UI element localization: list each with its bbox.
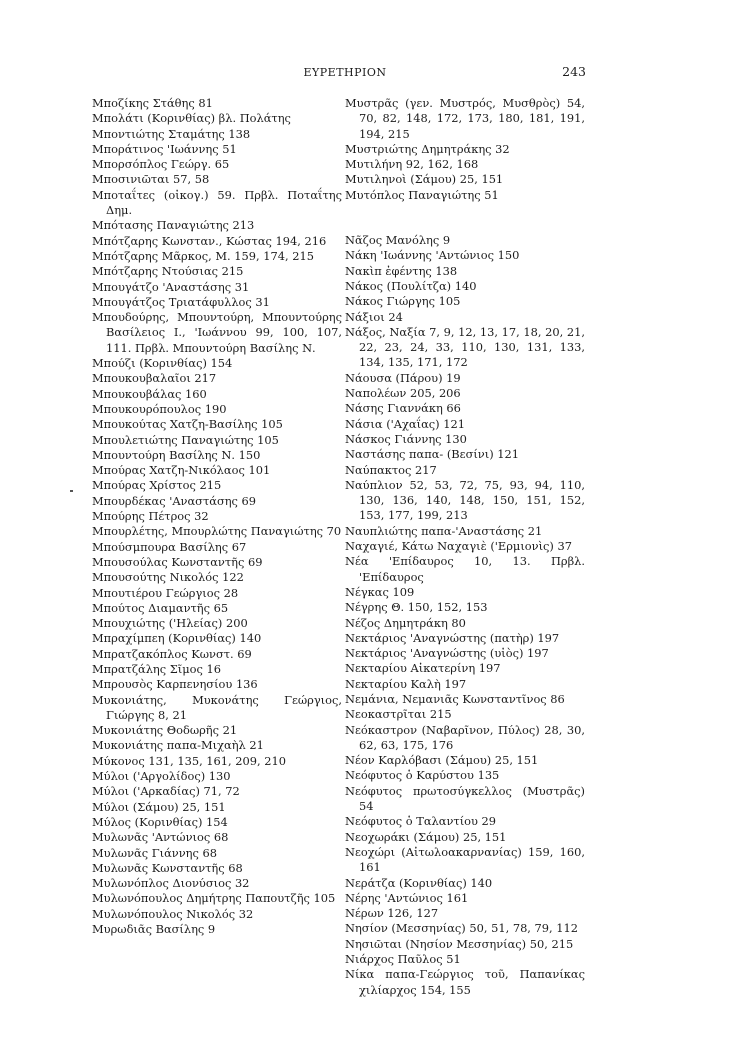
index-entry: Νεόφυτος ὁ Καρύστου 135 [345,768,500,783]
index-entry: Μπότασης Παναγιώτης 213 [92,218,255,233]
index-entry: Νεόκαστρον (Ναβαρῖνον, Πύλος) 28, 30, 62, 63, 175, 176 [345,722,585,752]
index-entry: Μπουκουρόπουλος 190 [92,401,227,416]
index-entry: Νεόφυτος πρωτοσύγκελλος (Μυστρᾶς) 54 [345,783,585,814]
index-entry: Μπραχίμπεη (Κορινθίας) 140 [92,631,262,646]
index-entry: Νεμάνια, Νεμανιᾶς Κωνσταντῖνος 86 [345,691,565,706]
index-entry: Μπουσούλας Κωνσταντῆς 69 [92,554,263,569]
index-entry: Μυλωνᾶς Γιάννης 68 [92,845,217,860]
index-entry: Μπρατζάλης Σῖμος 16 [92,661,222,676]
index-entry: Νεκτάριος 'Αναγνώστης (πατὴρ) 197 [345,630,560,645]
index-entry: Μπουγάτζος Τριατάφυλλος 31 [92,294,270,309]
index-entry: Νάξιοι 24 [345,309,403,324]
index-entry: Ναπολέων 205, 206 [345,386,461,401]
index-entry: Μυτιληνοὶ (Σάμου) 25, 151 [345,172,504,187]
margin-mark [70,490,73,492]
index-entry: Μύλοι (Σάμου) 25, 151 [92,799,226,814]
index-entry: Μυκονιάτης, Μυκονάτης Γεώργιος, Γιώργης 8, 21 [92,692,342,722]
index-entry: Ναύπλιον 52, 53, 72, 75, 93, 94, 110, 130, 136, 140, 148, 150, 151, 152, 153, 177, 199, 213 [345,477,585,523]
index-entry: Μυλωνόπουλος Δημήτρης Παπουτζῆς 105 [92,891,336,906]
index-entry: Μποντιώτης Σταμάτης 138 [92,126,251,141]
index-entry: Μυλωνᾶς 'Αντώνιος 68 [92,830,229,845]
index-entry: Μυστρᾶς (γεν. Μυστρός, Μυσθρὸς) 54, 70, 82, 148, 172, 173, 180, 181, 191, 194, 215 [345,96,585,141]
index-entry: Ναυπλιώτης παπα-'Αναστάσης 21 [345,523,543,538]
index-entry: Μπουκουβαλαῖοι 217 [92,371,217,386]
index-entry: Μυλωνόπλος Διονύσιος 32 [92,876,250,891]
index-entry: Νάσκος Γιάννης 130 [345,431,467,446]
index-entry: Νέγρης Θ. 150, 152, 153 [345,600,488,615]
index-entry: Ναχαγιέ, Κάτω Ναχαγιὲ ('Ερμιονὶς) 37 [345,539,572,554]
index-entry: Νάσια ('Αχαΐας) 121 [345,416,465,431]
page-number: 243 [562,64,586,79]
index-entry: Μπότζαρης Κωνσταν., Κώστας 194, 216 [92,233,327,248]
index-entry: Νεκτάριος 'Αναγνώστης (υἱὸς) 197 [345,646,549,661]
index-entry: Μπούρας Χρίστος 215 [92,478,222,493]
index-entry: Ναστάσης παπα- (Βεσίνι) 121 [345,447,520,462]
index-entry: Μύλοι ('Αρκαδίας) 71, 72 [92,784,240,799]
index-entry: Μύλοι ('Αργολίδος) 130 [92,769,231,784]
index-group-nu [345,233,585,998]
index-entry: Νησίον (Μεσσηνίας) 50, 51, 78, 79, 112 [345,921,579,936]
index-entry: Μπουδούρης, Μπουντούρη, Μπουντούρης Βασίλειος Ι., 'Ιωάννου 99, 100, 107, 111. Πρβλ. Μπουντούρη Βασίλης Ν. [92,310,342,355]
index-entry: Μπουλετιώτης Παναγιώτης 105 [92,432,279,447]
index-entry: Μποζίκης Στάθης 81 [92,96,213,110]
index-column-right [345,96,585,998]
index-entry: Μυκονιάτης παπα-Μιχαὴλ 21 [92,738,264,753]
index-entry: Μπουρδέκας 'Αναστάσης 69 [92,493,257,508]
index-entry: Νᾶζος Μανόλης 9 [345,233,451,248]
index-entry: Μπουχιώτης ('Ηλείας) 200 [92,616,248,631]
index-group-mu [345,96,585,203]
index-entry: Μυρωδιᾶς Βασίλης 9 [92,922,216,937]
index-entry: Μυλωνόπουλος Νικολός 32 [92,906,254,921]
index-entry: Νίκα παπα-Γεώργιος τοῦ, Παπανίκας χιλίαρχος 154, 155 [345,967,585,997]
index-entry: Μπορσόπλος Γεώργ. 65 [92,157,230,172]
index-entry: Νεοκαστρῖται 215 [345,707,452,722]
index-entry: Νεόφυτος ὁ Ταλαντίου 29 [345,814,497,829]
index-entry: Νέον Καρλόβασι (Σάμου) 25, 151 [345,753,539,768]
index-entry: Μποσινιῶται 57, 58 [92,172,210,187]
index-entry: Νάξος, Ναξία 7, 9, 12, 13, 17, 18, 20, 21, 22, 23, 24, 33, 110, 130, 131, 133, 134, 135, 171, 172 [345,324,585,370]
index-entry: Νησιῶται (Νησίον Μεσσηνίας) 50, 215 [345,936,574,951]
index-entry: Νεράτζα (Κορινθίας) 140 [345,875,493,890]
index-entry: Νακὶπ ἐφέντης 138 [345,263,458,278]
index-entry: Μποράτινος 'Ιωάννης 51 [92,141,237,156]
index-entry: Ναύπακτος 217 [345,462,437,477]
index-entry: Μυτιλήνη 92, 162, 168 [345,157,479,172]
index-entry: Μπουγάτζο 'Αναστάσης 31 [92,279,250,294]
index-entry: Μυλωνᾶς Κωνσταντῆς 68 [92,860,243,875]
index-entry: Μπουκούτας Χατζη-Βασίλης 105 [92,417,283,432]
index-entry: Μπότζαρης Μᾶρκος, Μ. 159, 174, 215 [92,248,314,263]
index-entry: Μυκονιάτης Θοδωρῆς 21 [92,723,238,738]
index-entry: Νέρων 126, 127 [345,906,439,921]
index-entry: Μπούζι (Κορινθίας) 154 [92,356,233,371]
index-entry: Μπρουσὸς Καρπενησίου 136 [92,677,258,692]
index-entry: Νάσης Γιαννάκη 66 [345,401,461,416]
index-entry: Νιάρχος Παῦλος 51 [345,952,461,967]
index-entry: Νέγκας 109 [345,584,415,599]
index-entry: Νάουσα (Πάρου) 19 [345,370,461,385]
index-entry: Νεκταρίου Καλὴ 197 [345,676,467,691]
index-entry: Μυτόπλος Παναγιώτης 51 [345,187,499,202]
index-entry: Νάκος (Πουλίτζα) 140 [345,278,477,293]
index-entry: Μπούρας Χατζη-Νικόλαος 101 [92,463,271,478]
index-entry: Μυστριώτης Δημητράκης 32 [345,141,510,156]
letter-group-gap [345,203,585,233]
index-entry: Μπουρλέτης, Μπουρλώτης Παναγιώτης 70 [92,524,342,539]
index-entry: Νέα 'Επίδαυρος 10, 13. Πρβλ. 'Επίδαυρος [345,554,585,584]
index-entry: Μπρατζακόπλος Κωνστ. 69 [92,646,252,661]
index-entry: Μύλος (Κορινθίας) 154 [92,814,228,829]
index-entry: Νεκταρίου Αἰκατερίνη 197 [345,661,501,676]
index-entry: Νέρης 'Αντώνιος 161 [345,890,469,905]
index-entry: Μπουντούρη Βασίλης Ν. 150 [92,447,261,462]
index-entry: Μπότζαρης Ντούσιας 215 [92,264,244,279]
index-entry: Νεοχωράκι (Σάμου) 25, 151 [345,829,507,844]
index-entry: Μύκονος 131, 135, 161, 209, 210 [92,753,287,768]
index-entry: Νέζος Δημητράκη 80 [345,615,466,630]
index-entry: Μπουσούτης Νικολός 122 [92,570,244,585]
index-entry: Μπουτιέρου Γεώργιος 28 [92,585,239,600]
index-entry: Νάκη 'Ιωάννης 'Αντώνιος 150 [345,248,520,263]
running-header-title: ΕΥΡΕΤΗΡΙΟΝ [303,66,387,79]
index-entry: Νάκος Γιώργης 105 [345,294,461,309]
index-entry: Μπούσμπουρα Βασίλης 67 [92,539,247,554]
index-entry: Μποταΐτες (οἰκογ.) 59. Πρβλ. Ποταΐτης Δημ. [92,187,342,218]
index-entry: Μπολάτι (Κορινθίας) βλ. Πολάτης [92,111,291,126]
index-entry: Μπούτος Διαμαντῆς 65 [92,600,229,615]
index-entry: Νεοχώρι (Αἰτωλοακαρνανίας) 159, 160, 161 [345,844,585,875]
index-column-left [92,96,342,937]
index-entry: Μπουκουβάλας 160 [92,386,207,401]
index-entry: Μπούρης Πέτρος 32 [92,509,209,524]
